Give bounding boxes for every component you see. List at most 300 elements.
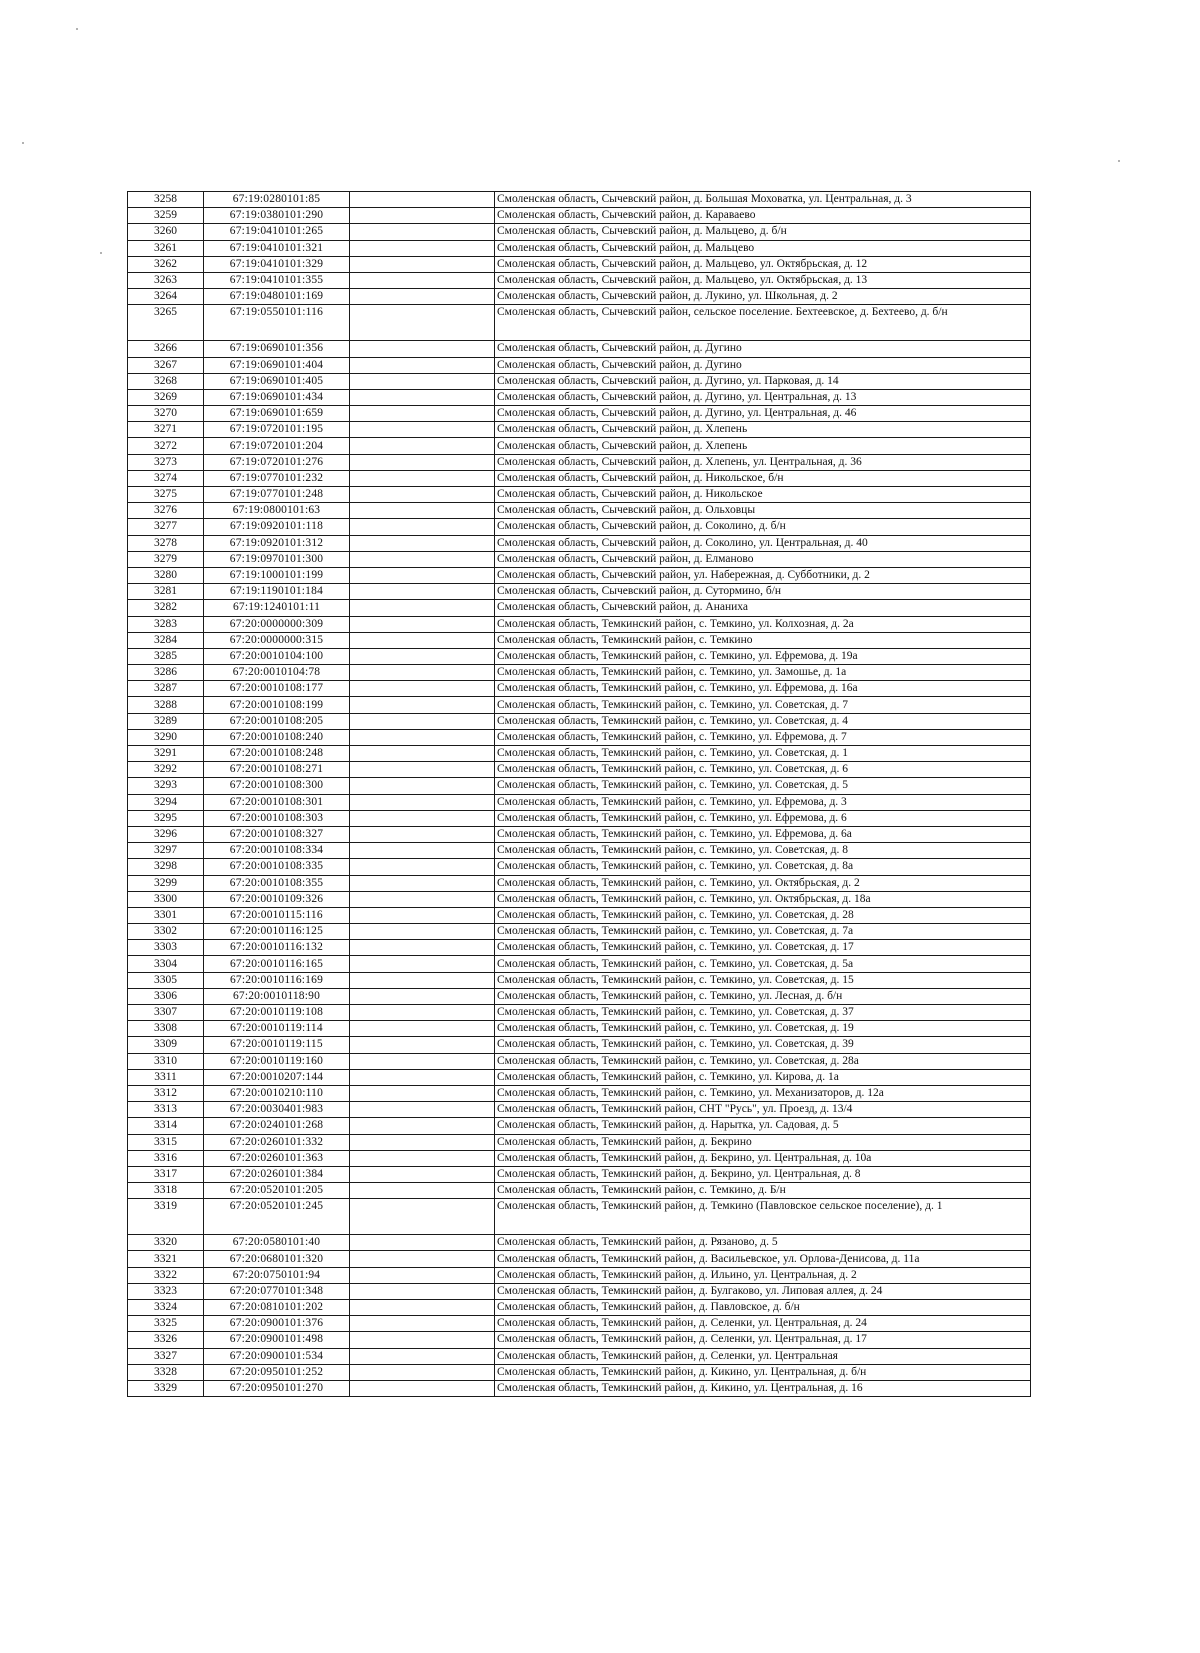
address-cell: Смоленская область, Сычевский район, д. Хлепень bbox=[495, 422, 1031, 438]
row-number-cell: 3324 bbox=[128, 1300, 204, 1316]
cadastral-number-cell: 67:20:0260101:363 bbox=[204, 1150, 350, 1166]
table-row bbox=[128, 373, 1031, 389]
address-cell: Смоленская область, Сычевский район, д. Лукино, ул. Школьная, д. 2 bbox=[495, 289, 1031, 305]
table-row bbox=[128, 357, 1031, 373]
empty-cell bbox=[350, 438, 495, 454]
table-row bbox=[128, 1005, 1031, 1021]
cadastral-number-cell: 67:20:0900101:534 bbox=[204, 1348, 350, 1364]
table-row bbox=[128, 438, 1031, 454]
row-number-cell: 3288 bbox=[128, 697, 204, 713]
address-cell: Смоленская область, Темкинский район, д. Селенки, ул. Центральная, д. 17 bbox=[495, 1332, 1031, 1348]
row-number-cell: 3294 bbox=[128, 794, 204, 810]
table-row bbox=[128, 875, 1031, 891]
cadastral-number-cell: 67:19:0720101:276 bbox=[204, 454, 350, 470]
table-row bbox=[128, 389, 1031, 405]
address-cell: Смоленская область, Темкинский район, с. Темкино, ул. Кирова, д. 1а bbox=[495, 1069, 1031, 1085]
address-cell: Смоленская область, Темкинский район, д. Рязаново, д. 5 bbox=[495, 1235, 1031, 1251]
row-number-cell: 3311 bbox=[128, 1069, 204, 1085]
row-number-cell: 3263 bbox=[128, 272, 204, 288]
row-number-cell: 3287 bbox=[128, 681, 204, 697]
address-cell: Смоленская область, Темкинский район, д. Нарытка, ул. Садовая, д. 5 bbox=[495, 1118, 1031, 1134]
empty-cell bbox=[350, 988, 495, 1004]
address-cell: Смоленская область, Темкинский район, с. Темкино, ул. Советская, д. 19 bbox=[495, 1021, 1031, 1037]
empty-cell bbox=[350, 972, 495, 988]
row-number-cell: 3274 bbox=[128, 470, 204, 486]
cadastral-number-cell: 67:19:0480101:169 bbox=[204, 289, 350, 305]
address-cell: Смоленская область, Темкинский район, с. Темкино, ул. Советская, д. 15 bbox=[495, 972, 1031, 988]
cadastral-number-cell: 67:20:0770101:348 bbox=[204, 1283, 350, 1299]
address-cell: Смоленская область, Сычевский район, д. Большая Моховатка, ул. Центральная, д. 3 bbox=[495, 192, 1031, 208]
empty-cell bbox=[350, 794, 495, 810]
empty-cell bbox=[350, 1348, 495, 1364]
table-row bbox=[128, 940, 1031, 956]
address-cell: Смоленская область, Сычевский район, д. Дугино, ул. Центральная, д. 13 bbox=[495, 389, 1031, 405]
empty-cell bbox=[350, 762, 495, 778]
cadastral-number-cell: 67:20:0260101:332 bbox=[204, 1134, 350, 1150]
address-cell: Смоленская область, Темкинский район, с. Темкино, ул. Ефремова, д. 3 bbox=[495, 794, 1031, 810]
table-row bbox=[128, 1283, 1031, 1299]
table-row bbox=[128, 713, 1031, 729]
table-row bbox=[128, 1364, 1031, 1380]
row-number-cell: 3267 bbox=[128, 357, 204, 373]
row-number-cell: 3318 bbox=[128, 1183, 204, 1199]
address-cell: Смоленская область, Темкинский район, с. Темкино, ул. Советская, д. 28 bbox=[495, 907, 1031, 923]
address-cell: Смоленская область, Темкинский район, с. Темкино, ул. Советская, д. 1 bbox=[495, 746, 1031, 762]
scan-speck bbox=[1118, 160, 1120, 162]
table-row bbox=[128, 697, 1031, 713]
address-cell: Смоленская область, Темкинский район, д. Кикино, ул. Центральная, д. 16 bbox=[495, 1380, 1031, 1396]
row-number-cell: 3275 bbox=[128, 487, 204, 503]
table-row bbox=[128, 891, 1031, 907]
cadastral-number-cell: 67:20:0900101:498 bbox=[204, 1332, 350, 1348]
table-row bbox=[128, 956, 1031, 972]
cadastral-number-cell: 67:20:0010108:355 bbox=[204, 875, 350, 891]
cadastral-number-cell: 67:20:0010119:108 bbox=[204, 1005, 350, 1021]
cadastral-number-cell: 67:19:0690101:434 bbox=[204, 389, 350, 405]
address-cell: Смоленская область, Темкинский район, с. Темкино, ул. Советская, д. 6 bbox=[495, 762, 1031, 778]
table-row bbox=[128, 240, 1031, 256]
table-row bbox=[128, 1134, 1031, 1150]
table-row bbox=[128, 826, 1031, 842]
empty-cell bbox=[350, 600, 495, 616]
empty-cell bbox=[350, 1021, 495, 1037]
empty-cell bbox=[350, 1037, 495, 1053]
table-row bbox=[128, 470, 1031, 486]
row-number-cell: 3299 bbox=[128, 875, 204, 891]
address-cell: Смоленская область, Темкинский район, с. Темкино, ул. Советская, д. 7а bbox=[495, 924, 1031, 940]
table-row bbox=[128, 648, 1031, 664]
row-number-cell: 3264 bbox=[128, 289, 204, 305]
cadastral-number-cell: 67:19:0690101:659 bbox=[204, 406, 350, 422]
address-cell: Смоленская область, Темкинский район, д. Селенки, ул. Центральная bbox=[495, 1348, 1031, 1364]
table-row bbox=[128, 256, 1031, 272]
address-cell: Смоленская область, Темкинский район, с. Темкино, ул. Советская, д. 17 bbox=[495, 940, 1031, 956]
row-number-cell: 3290 bbox=[128, 729, 204, 745]
empty-cell bbox=[350, 373, 495, 389]
row-number-cell: 3309 bbox=[128, 1037, 204, 1053]
address-cell: Смоленская область, Темкинский район, с. Темкино, ул. Советская, д. 4 bbox=[495, 713, 1031, 729]
address-cell: Смоленская область, Темкинский район, д. Бекрино bbox=[495, 1134, 1031, 1150]
cadastral-number-cell: 67:19:0280101:85 bbox=[204, 192, 350, 208]
row-number-cell: 3282 bbox=[128, 600, 204, 616]
address-cell: Смоленская область, Сычевский район, д. Мальцево, ул. Октябрьская, д. 13 bbox=[495, 272, 1031, 288]
empty-cell bbox=[350, 1199, 495, 1235]
empty-cell bbox=[350, 1069, 495, 1085]
address-cell: Смоленская область, Темкинский район, с. Темкино, ул. Механизаторов, д. 12а bbox=[495, 1085, 1031, 1101]
table-row bbox=[128, 778, 1031, 794]
row-number-cell: 3326 bbox=[128, 1332, 204, 1348]
address-cell: Смоленская область, Сычевский район, д. Хлепень, ул. Центральная, д. 36 bbox=[495, 454, 1031, 470]
row-number-cell: 3281 bbox=[128, 584, 204, 600]
table-row bbox=[128, 1235, 1031, 1251]
cadastral-number-cell: 67:19:0690101:356 bbox=[204, 341, 350, 357]
empty-cell bbox=[350, 224, 495, 240]
cadastral-number-cell: 67:20:0810101:202 bbox=[204, 1300, 350, 1316]
address-cell: Смоленская область, Темкинский район, д. Кикино, ул. Центральная, д. б/н bbox=[495, 1364, 1031, 1380]
row-number-cell: 3313 bbox=[128, 1102, 204, 1118]
empty-cell bbox=[350, 454, 495, 470]
empty-cell bbox=[350, 616, 495, 632]
table-row bbox=[128, 1085, 1031, 1101]
row-number-cell: 3279 bbox=[128, 551, 204, 567]
table-row bbox=[128, 924, 1031, 940]
cadastral-number-cell: 67:20:0010116:165 bbox=[204, 956, 350, 972]
table-row bbox=[128, 535, 1031, 551]
empty-cell bbox=[350, 535, 495, 551]
cadastral-number-cell: 67:19:0410101:355 bbox=[204, 272, 350, 288]
cadastral-number-cell: 67:20:0010116:125 bbox=[204, 924, 350, 940]
cadastral-number-cell: 67:19:1240101:11 bbox=[204, 600, 350, 616]
empty-cell bbox=[350, 907, 495, 923]
empty-cell bbox=[350, 713, 495, 729]
empty-cell bbox=[350, 1085, 495, 1101]
empty-cell bbox=[350, 289, 495, 305]
registry-table bbox=[127, 191, 1031, 1397]
row-number-cell: 3285 bbox=[128, 648, 204, 664]
cadastral-number-cell: 67:20:0240101:268 bbox=[204, 1118, 350, 1134]
address-cell: Смоленская область, Темкинский район, с. Темкино, ул. Ефремова, д. 6а bbox=[495, 826, 1031, 842]
row-number-cell: 3305 bbox=[128, 972, 204, 988]
address-cell: Смоленская область, Сычевский район, д. Дугино, ул. Парковая, д. 14 bbox=[495, 373, 1031, 389]
address-cell: Смоленская область, Темкинский район, СНТ "Русь", ул. Проезд, д. 13/4 bbox=[495, 1102, 1031, 1118]
address-cell: Смоленская область, Темкинский район, с. Темкино, ул. Советская, д. 5 bbox=[495, 778, 1031, 794]
cadastral-number-cell: 67:20:0010108:334 bbox=[204, 843, 350, 859]
cadastral-number-cell: 67:19:0410101:321 bbox=[204, 240, 350, 256]
table-row bbox=[128, 208, 1031, 224]
scan-speck bbox=[22, 142, 24, 144]
cadastral-number-cell: 67:20:0010108:271 bbox=[204, 762, 350, 778]
row-number-cell: 3300 bbox=[128, 891, 204, 907]
cadastral-number-cell: 67:19:0720101:204 bbox=[204, 438, 350, 454]
address-cell: Смоленская область, Сычевский район, д. Соколино, д. б/н bbox=[495, 519, 1031, 535]
address-cell: Смоленская область, Темкинский район, с. Темкино, ул. Октябрьская, д. 18а bbox=[495, 891, 1031, 907]
row-number-cell: 3262 bbox=[128, 256, 204, 272]
cadastral-number-cell: 67:20:0950101:252 bbox=[204, 1364, 350, 1380]
empty-cell bbox=[350, 1235, 495, 1251]
address-cell: Смоленская область, Сычевский район, сельское поселение. Бехтеевское, д. Бехтеево, д. б/н bbox=[495, 305, 1031, 341]
row-number-cell: 3284 bbox=[128, 632, 204, 648]
cadastral-number-cell: 67:20:0010108:301 bbox=[204, 794, 350, 810]
cadastral-number-cell: 67:20:0680101:320 bbox=[204, 1251, 350, 1267]
row-number-cell: 3278 bbox=[128, 535, 204, 551]
row-number-cell: 3276 bbox=[128, 503, 204, 519]
row-number-cell: 3307 bbox=[128, 1005, 204, 1021]
table-row bbox=[128, 289, 1031, 305]
address-cell: Смоленская область, Сычевский район, д. Хлепень bbox=[495, 438, 1031, 454]
cadastral-number-cell: 67:20:0010210:110 bbox=[204, 1085, 350, 1101]
cadastral-number-cell: 67:20:0010104:100 bbox=[204, 648, 350, 664]
empty-cell bbox=[350, 256, 495, 272]
cadastral-number-cell: 67:20:0260101:384 bbox=[204, 1166, 350, 1182]
row-number-cell: 3266 bbox=[128, 341, 204, 357]
row-number-cell: 3268 bbox=[128, 373, 204, 389]
table-row bbox=[128, 519, 1031, 535]
address-cell: Смоленская область, Темкинский район, д. Бекрино, ул. Центральная, д. 8 bbox=[495, 1166, 1031, 1182]
address-cell: Смоленская область, Темкинский район, д. Бекрино, ул. Центральная, д. 10а bbox=[495, 1150, 1031, 1166]
cadastral-number-cell: 67:20:0030401:983 bbox=[204, 1102, 350, 1118]
address-cell: Смоленская область, Сычевский район, д. Ольховцы bbox=[495, 503, 1031, 519]
row-number-cell: 3261 bbox=[128, 240, 204, 256]
cadastral-number-cell: 67:19:0690101:404 bbox=[204, 357, 350, 373]
row-number-cell: 3298 bbox=[128, 859, 204, 875]
empty-cell bbox=[350, 1053, 495, 1069]
row-number-cell: 3270 bbox=[128, 406, 204, 422]
address-cell: Смоленская область, Сычевский район, д. Дугино, ул. Центральная, д. 46 bbox=[495, 406, 1031, 422]
cadastral-number-cell: 67:19:0970101:300 bbox=[204, 551, 350, 567]
cadastral-number-cell: 67:19:0920101:118 bbox=[204, 519, 350, 535]
table-row bbox=[128, 1053, 1031, 1069]
cadastral-number-cell: 67:19:1000101:199 bbox=[204, 567, 350, 583]
row-number-cell: 3314 bbox=[128, 1118, 204, 1134]
empty-cell bbox=[350, 357, 495, 373]
row-number-cell: 3277 bbox=[128, 519, 204, 535]
table-row bbox=[128, 665, 1031, 681]
address-cell: Смоленская область, Сычевский район, д. Дугино bbox=[495, 357, 1031, 373]
empty-cell bbox=[350, 470, 495, 486]
address-cell: Смоленская область, Темкинский район, с. Темкино, ул. Лесная, д. б/н bbox=[495, 988, 1031, 1004]
cadastral-number-cell: 67:19:0770101:232 bbox=[204, 470, 350, 486]
empty-cell bbox=[350, 240, 495, 256]
row-number-cell: 3286 bbox=[128, 665, 204, 681]
address-cell: Смоленская область, Темкинский район, с. Темкино, ул. Октябрьская, д. 2 bbox=[495, 875, 1031, 891]
empty-cell bbox=[350, 746, 495, 762]
table-row bbox=[128, 272, 1031, 288]
table-row bbox=[128, 746, 1031, 762]
cadastral-number-cell: 67:19:0720101:195 bbox=[204, 422, 350, 438]
table-row bbox=[128, 1102, 1031, 1118]
address-cell: Смоленская область, Темкинский район, с. Темкино, ул. Советская, д. 39 bbox=[495, 1037, 1031, 1053]
cadastral-number-cell: 67:20:0010118:90 bbox=[204, 988, 350, 1004]
address-cell: Смоленская область, Темкинский район, с. Темкино, ул. Ефремова, д. 16а bbox=[495, 681, 1031, 697]
empty-cell bbox=[350, 389, 495, 405]
row-number-cell: 3317 bbox=[128, 1166, 204, 1182]
table-row bbox=[128, 503, 1031, 519]
empty-cell bbox=[350, 341, 495, 357]
empty-cell bbox=[350, 1118, 495, 1134]
empty-cell bbox=[350, 940, 495, 956]
cadastral-number-cell: 67:19:0800101:63 bbox=[204, 503, 350, 519]
empty-cell bbox=[350, 208, 495, 224]
empty-cell bbox=[350, 632, 495, 648]
table-row bbox=[128, 843, 1031, 859]
cadastral-number-cell: 67:20:0010108:248 bbox=[204, 746, 350, 762]
table-row bbox=[128, 794, 1031, 810]
row-number-cell: 3315 bbox=[128, 1134, 204, 1150]
empty-cell bbox=[350, 810, 495, 826]
table-row bbox=[128, 454, 1031, 470]
row-number-cell: 3321 bbox=[128, 1251, 204, 1267]
table-row bbox=[128, 1183, 1031, 1199]
empty-cell bbox=[350, 1364, 495, 1380]
table-row bbox=[128, 1150, 1031, 1166]
table-row bbox=[128, 487, 1031, 503]
cadastral-number-cell: 67:19:0690101:405 bbox=[204, 373, 350, 389]
table-row bbox=[128, 762, 1031, 778]
empty-cell bbox=[350, 503, 495, 519]
table-row bbox=[128, 1069, 1031, 1085]
cadastral-number-cell: 67:20:0750101:94 bbox=[204, 1267, 350, 1283]
cadastral-number-cell: 67:20:0010108:177 bbox=[204, 681, 350, 697]
empty-cell bbox=[350, 956, 495, 972]
address-cell: Смоленская область, Темкинский район, с. Темкино, ул. Советская, д. 7 bbox=[495, 697, 1031, 713]
empty-cell bbox=[350, 1134, 495, 1150]
address-cell: Смоленская область, Сычевский район, д. Никольское bbox=[495, 487, 1031, 503]
row-number-cell: 3329 bbox=[128, 1380, 204, 1396]
cadastral-number-cell: 67:20:0000000:315 bbox=[204, 632, 350, 648]
row-number-cell: 3325 bbox=[128, 1316, 204, 1332]
empty-cell bbox=[350, 697, 495, 713]
row-number-cell: 3301 bbox=[128, 907, 204, 923]
cadastral-number-cell: 67:20:0010119:114 bbox=[204, 1021, 350, 1037]
address-cell: Смоленская область, Темкинский район, с. Темкино, ул. Советская, д. 37 bbox=[495, 1005, 1031, 1021]
table-row bbox=[128, 632, 1031, 648]
empty-cell bbox=[350, 305, 495, 341]
empty-cell bbox=[350, 406, 495, 422]
empty-cell bbox=[350, 551, 495, 567]
table-row bbox=[128, 1251, 1031, 1267]
row-number-cell: 3312 bbox=[128, 1085, 204, 1101]
empty-cell bbox=[350, 1005, 495, 1021]
row-number-cell: 3316 bbox=[128, 1150, 204, 1166]
row-number-cell: 3280 bbox=[128, 567, 204, 583]
address-cell: Смоленская область, Темкинский район, с. Темкино, д. Б/н bbox=[495, 1183, 1031, 1199]
cadastral-number-cell: 67:20:0010108:205 bbox=[204, 713, 350, 729]
empty-cell bbox=[350, 487, 495, 503]
table-row bbox=[128, 907, 1031, 923]
cadastral-number-cell: 67:20:0010108:199 bbox=[204, 697, 350, 713]
address-cell: Смоленская область, Сычевский район, д. Елманово bbox=[495, 551, 1031, 567]
empty-cell bbox=[350, 1380, 495, 1396]
row-number-cell: 3295 bbox=[128, 810, 204, 826]
address-cell: Смоленская область, Темкинский район, с. Темкино, ул. Советская, д. 28а bbox=[495, 1053, 1031, 1069]
row-number-cell: 3273 bbox=[128, 454, 204, 470]
empty-cell bbox=[350, 875, 495, 891]
cadastral-number-cell: 67:20:0010119:115 bbox=[204, 1037, 350, 1053]
address-cell: Смоленская область, Темкинский район, с. Темкино, ул. Ефремова, д. 7 bbox=[495, 729, 1031, 745]
row-number-cell: 3327 bbox=[128, 1348, 204, 1364]
cadastral-number-cell: 67:20:0010207:144 bbox=[204, 1069, 350, 1085]
address-cell: Смоленская область, Темкинский район, с. Темкино, ул. Ефремова, д. 19а bbox=[495, 648, 1031, 664]
empty-cell bbox=[350, 519, 495, 535]
empty-cell bbox=[350, 891, 495, 907]
empty-cell bbox=[350, 1166, 495, 1182]
address-cell: Смоленская область, Темкинский район, с. Темкино, ул. Ефремова, д. 6 bbox=[495, 810, 1031, 826]
empty-cell bbox=[350, 924, 495, 940]
empty-cell bbox=[350, 584, 495, 600]
row-number-cell: 3260 bbox=[128, 224, 204, 240]
row-number-cell: 3258 bbox=[128, 192, 204, 208]
cadastral-number-cell: 67:19:0410101:329 bbox=[204, 256, 350, 272]
address-cell: Смоленская область, Темкинский район, д. Селенки, ул. Центральная, д. 24 bbox=[495, 1316, 1031, 1332]
address-cell: Смоленская область, Сычевский район, д. Соколино, ул. Центральная, д. 40 bbox=[495, 535, 1031, 551]
address-cell: Смоленская область, Темкинский район, с. Темкино bbox=[495, 632, 1031, 648]
table-row bbox=[128, 1316, 1031, 1332]
table-row bbox=[128, 988, 1031, 1004]
table-row bbox=[128, 1021, 1031, 1037]
table-row bbox=[128, 1380, 1031, 1396]
row-number-cell: 3272 bbox=[128, 438, 204, 454]
table-row bbox=[128, 972, 1031, 988]
address-cell: Смоленская область, Сычевский район, д. Караваево bbox=[495, 208, 1031, 224]
empty-cell bbox=[350, 826, 495, 842]
table-row bbox=[128, 1118, 1031, 1134]
address-cell: Смоленская область, Темкинский район, д. Булгаково, ул. Липовая аллея, д. 24 bbox=[495, 1283, 1031, 1299]
empty-cell bbox=[350, 681, 495, 697]
row-number-cell: 3302 bbox=[128, 924, 204, 940]
address-cell: Смоленская область, Сычевский район, д. Никольское, б/н bbox=[495, 470, 1031, 486]
table-row bbox=[128, 224, 1031, 240]
empty-cell bbox=[350, 1102, 495, 1118]
empty-cell bbox=[350, 843, 495, 859]
cadastral-number-cell: 67:20:0010104:78 bbox=[204, 665, 350, 681]
address-cell: Смоленская область, Сычевский район, д. Дугино bbox=[495, 341, 1031, 357]
row-number-cell: 3289 bbox=[128, 713, 204, 729]
address-cell: Смоленская область, Темкинский район, с. Темкино, ул. Колхозная, д. 2а bbox=[495, 616, 1031, 632]
table-row bbox=[128, 551, 1031, 567]
cadastral-number-cell: 67:20:0010116:132 bbox=[204, 940, 350, 956]
table-row bbox=[128, 616, 1031, 632]
table-row bbox=[128, 1166, 1031, 1182]
table-row bbox=[128, 600, 1031, 616]
row-number-cell: 3296 bbox=[128, 826, 204, 842]
table-row bbox=[128, 810, 1031, 826]
cadastral-number-cell: 67:20:0010115:116 bbox=[204, 907, 350, 923]
empty-cell bbox=[350, 567, 495, 583]
cadastral-number-cell: 67:20:0010108:240 bbox=[204, 729, 350, 745]
cadastral-number-cell: 67:20:0010109:326 bbox=[204, 891, 350, 907]
registry-table-body bbox=[128, 192, 1031, 1397]
table-row bbox=[128, 406, 1031, 422]
row-number-cell: 3269 bbox=[128, 389, 204, 405]
cadastral-number-cell: 67:20:0010116:169 bbox=[204, 972, 350, 988]
cadastral-number-cell: 67:20:0010108:300 bbox=[204, 778, 350, 794]
cadastral-number-cell: 67:20:0580101:40 bbox=[204, 1235, 350, 1251]
table-row bbox=[128, 422, 1031, 438]
row-number-cell: 3304 bbox=[128, 956, 204, 972]
empty-cell bbox=[350, 859, 495, 875]
row-number-cell: 3292 bbox=[128, 762, 204, 778]
row-number-cell: 3308 bbox=[128, 1021, 204, 1037]
empty-cell bbox=[350, 1267, 495, 1283]
address-cell: Смоленская область, Темкинский район, с. Темкино, ул. Советская, д. 5а bbox=[495, 956, 1031, 972]
cadastral-number-cell: 67:19:0920101:312 bbox=[204, 535, 350, 551]
row-number-cell: 3323 bbox=[128, 1283, 204, 1299]
row-number-cell: 3283 bbox=[128, 616, 204, 632]
empty-cell bbox=[350, 1183, 495, 1199]
cadastral-number-cell: 67:19:0770101:248 bbox=[204, 487, 350, 503]
address-cell: Смоленская область, Темкинский район, д. Васильевское, ул. Орлова-Денисова, д. 11а bbox=[495, 1251, 1031, 1267]
address-cell: Смоленская область, Темкинский район, с. Темкино, ул. Советская, д. 8а bbox=[495, 859, 1031, 875]
